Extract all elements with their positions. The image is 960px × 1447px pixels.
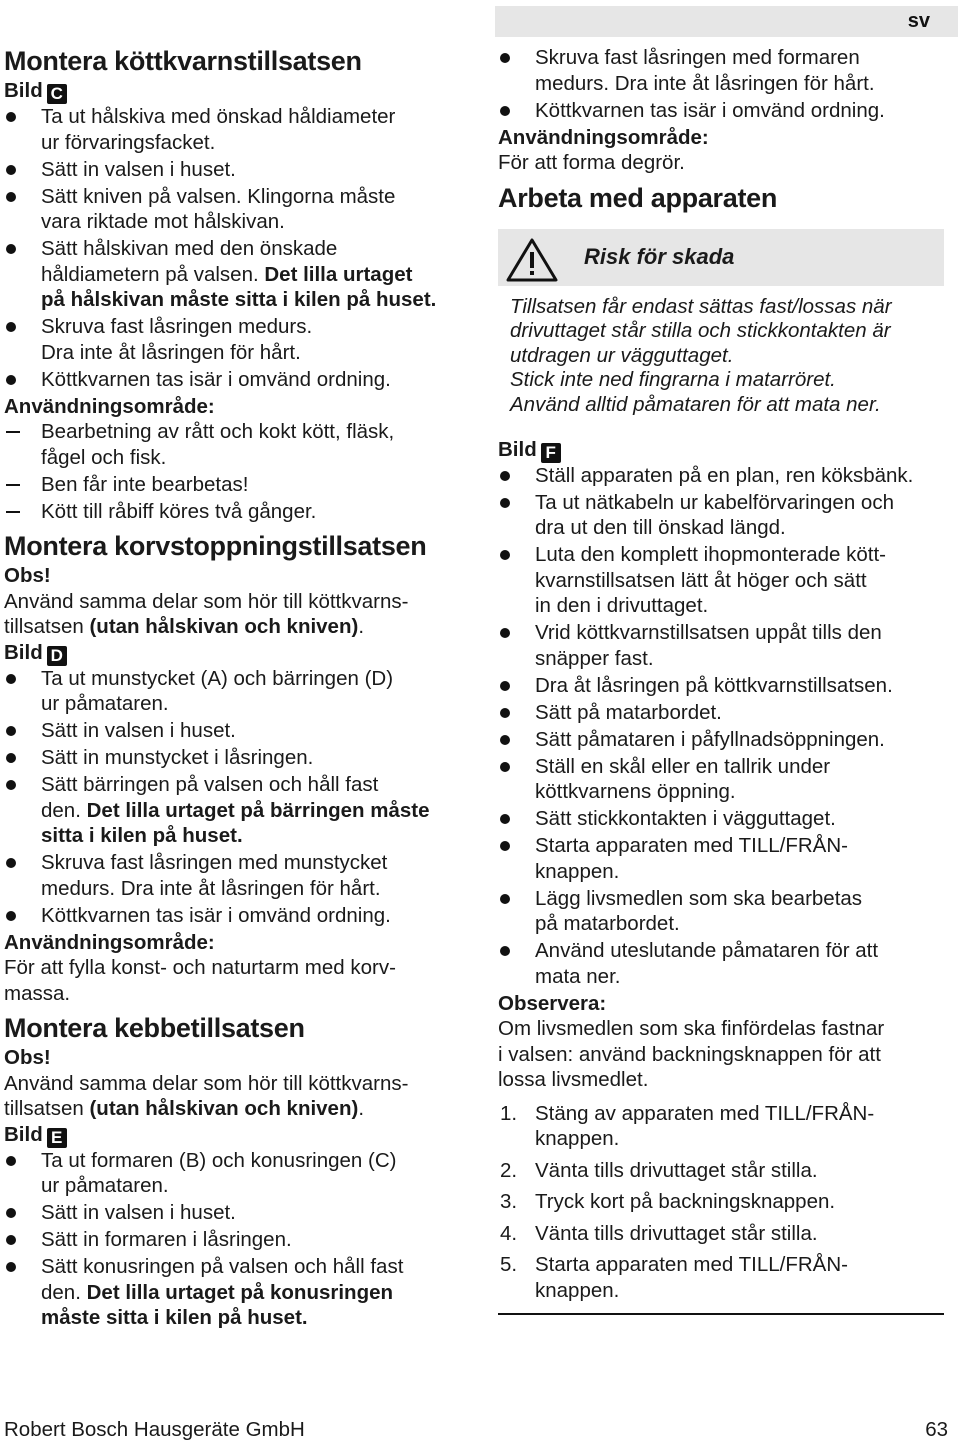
list-item: Bearbetning av rått och kokt kött, fläsk, fågel och fisk. [4,419,474,470]
bullet-icon [500,628,510,638]
section-title-operating: Arbeta med apparaten [498,182,778,213]
list-item: Sätt på matarbordet. [498,700,948,726]
figure-ref-f [498,437,948,463]
list-item: 2. Vänta tills drivuttaget står stilla. [500,1158,818,1182]
bullet-icon [6,911,16,921]
bullet-icon [6,726,16,736]
list-item: Sätt stickkontakten i vägguttaget. [498,806,948,832]
warning-box [498,229,948,421]
list-item: Sätt in formaren i låsringen. [4,1227,474,1253]
list-item: Använd uteslutande påmataren för att mata ner. [498,938,948,989]
bullet-icon [500,708,510,718]
list-item: Skruva fast låsringen med munstycket medurs. Dra inte åt låsringen för hårt. [4,850,474,901]
usage-text: För att forma degrör. [498,151,685,174]
list-item: Ta ut formaren (B) och konusringen (C) ur påmataren. [4,1148,474,1199]
bullet-icon [500,550,510,560]
usage-label: Användningsområde: [4,930,215,954]
list-item: Sätt in valsen i huset. [4,1200,474,1226]
step-list-sausage [4,666,474,929]
list-item: Ta ut munstycket (A) och bärringen (D) ur påmataren. [4,666,474,717]
obs-label: Obs! [4,564,51,587]
figure-letter-c: C [47,84,67,104]
list-item: Köttkvarnen tas isär i omvänd ordning. [498,98,948,124]
right-column [498,45,948,1315]
figure-ref-d [4,640,474,666]
list-item: Ben får inte bearbetas! [4,472,474,498]
section-title-kebbe: Montera kebbetillsatsen [4,1013,305,1043]
figure-ref-c [4,78,474,104]
footer-company: Robert Bosch Hausgeräte GmbH [4,1418,305,1441]
list-item: Kött till råbiff köres två gånger. [4,499,474,525]
list-item: Luta den komplett ihopmonterade kött- kvarnstillsatsen lätt åt höger och sätt in den i drivuttaget. [498,542,948,619]
usage-list [4,419,474,524]
step-list-kebbe [4,1148,474,1331]
bullet-icon [6,780,16,790]
figure-label: Bild [4,1122,43,1146]
note-text: Använd samma delar som hör till köttkvarns- tillsatsen (utan hålskivan och kniven). [4,589,409,638]
list-item: Sätt kniven på valsen. Klingorna måste vara riktade mot hålskivan. [4,184,474,235]
warning-text: Tillsatsen får endast sättas fast/lossas när drivuttaget står stilla och stickkontakten är utdragen ur vägguttaget. Stick inte ned fingrarna i matarröret. Använd alltid påmataren för att mata ner. [510,294,892,416]
bullet-icon [6,375,16,385]
warning-title: Risk för skada [584,243,735,269]
list-item: 3. Tryck kort på backningsknappen. [500,1190,836,1213]
obs-label: Obs! [4,1046,51,1069]
bullet-icon [500,471,510,481]
bullet-icon [6,858,16,868]
bullet-icon [6,322,16,332]
list-item: Starta apparaten med TILL/FRÅN- knappen. [498,833,948,884]
bullet-icon [500,681,510,691]
figure-letter-f: F [541,443,561,463]
dash-icon [6,511,20,513]
list-item: Sätt påmataren i påfyllnadsöppningen. [498,727,948,753]
bullet-icon [6,1262,16,1272]
list-item: Skruva fast låsringen med formaren medurs. Dra inte åt låsringen för hårt. [498,45,948,96]
dash-icon [6,484,20,486]
numbered-step-list [498,1101,948,1304]
bullet-icon [500,735,510,745]
step-list-operating [498,463,948,990]
figure-letter-e: E [47,1128,67,1148]
left-column [4,45,474,1332]
bullet-icon [500,53,510,63]
figure-letter-d: D [47,646,67,666]
end-divider [498,1313,944,1315]
list-item: Sätt konusringen på valsen och håll fast den. Det lilla urtaget på konusringen måste sitta i kilen på huset. [4,1254,474,1331]
list-item: Köttkvarnen tas isär i omvänd ordning. [4,367,474,393]
bullet-icon [500,814,510,824]
bullet-icon [6,192,16,202]
observe-label: Observera: [498,991,607,1015]
step-list-meat-grinder [4,104,474,392]
bullet-icon [6,1156,16,1166]
page-number: 63 [925,1418,948,1441]
list-item: 4. Vänta tills drivuttaget står stilla. [500,1221,818,1245]
usage-label: Användningsområde: [4,394,215,418]
list-item: Ställ en skål eller en tallrik under köttkvarnens öppning. [498,754,948,805]
list-item: Ta ut nätkabeln ur kabelförvaringen och dra ut den till önskad längd. [498,490,948,541]
list-item: Köttkvarnen tas isär i omvänd ordning. [4,903,474,929]
figure-label: Bild [498,437,537,461]
section-title-sausage: Montera korvstoppningstillsatsen [4,531,427,561]
bullet-icon [6,1235,16,1245]
list-item: Sätt in munstycket i låsringen. [4,745,474,771]
figure-ref-e [4,1122,474,1148]
bullet-icon [6,753,16,763]
figure-label: Bild [4,640,43,664]
dash-icon [6,431,20,433]
usage-label: Användningsområde: [498,125,709,149]
list-item: Lägg livsmedlen som ska bearbetas på matarbordet. [498,886,948,937]
warning-triangle-icon [506,237,558,283]
list-item: Sätt hålskivan med den önskade håldiametern på valsen. Det lilla urtaget på hålskivan måste sitta i kilen på huset. [4,236,474,313]
step-list-kebbe-continued [498,45,948,123]
language-bar [495,6,958,37]
bullet-icon [500,841,510,851]
bullet-icon [6,112,16,122]
usage-text: För att fylla konst- och naturtarm med korv- massa. [4,956,396,1005]
list-item: Dra åt låsringen på köttkvarnstillsatsen. [498,673,948,699]
language-code: sv [907,10,930,32]
bullet-icon [500,894,510,904]
list-item: 1. Stäng av apparaten med TILL/FRÅN- knappen. [500,1101,875,1150]
list-item: Ta ut hålskiva med önskad håldiameter ur förvaringsfacket. [4,104,474,155]
bullet-icon [500,498,510,508]
note-text: Använd samma delar som hör till köttkvarns- tillsatsen (utan hålskivan och kniven). [4,1071,409,1120]
bullet-icon [6,244,16,254]
list-item: Sätt in valsen i huset. [4,718,474,744]
bullet-icon [500,106,510,116]
bullet-icon [500,762,510,772]
list-item: Skruva fast låsringen medurs. Dra inte åt låsringen för hårt. [4,314,474,365]
bullet-icon [6,165,16,175]
bullet-icon [500,946,510,956]
list-item: 5. Starta apparaten med TILL/FRÅN- knappen. [500,1253,848,1302]
observe-text: Om livsmedlen som ska finfördelas fastnar i valsen: använd backningsknappen för att lossa livsmedlet. [498,1017,885,1091]
section-title-meat-grinder: Montera köttkvarnstillsatsen [4,46,362,76]
list-item: Sätt bärringen på valsen och håll fast den. Det lilla urtaget på bärringen måste sitta i kilen på huset. [4,772,474,849]
figure-label: Bild [4,79,43,102]
list-item: Ställ apparaten på en plan, ren köksbänk. [498,463,948,489]
bullet-icon [6,1208,16,1218]
bullet-icon [6,674,16,684]
list-item: Sätt in valsen i huset. [4,157,474,183]
list-item: Vrid köttkvarnstillsatsen uppåt tills den snäpper fast. [498,620,948,671]
